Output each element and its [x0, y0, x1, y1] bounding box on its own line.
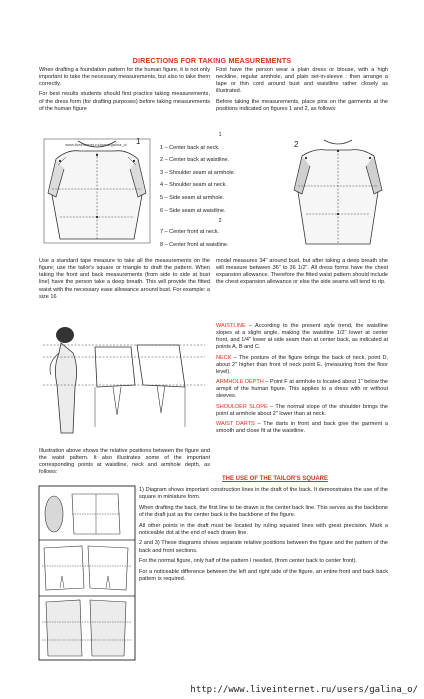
- note-heading: WAIST DARTS: [216, 420, 255, 427]
- figure-1-number: 1: [218, 132, 222, 138]
- intro-left-column: [39, 67, 210, 116]
- page-title: DIRECTIONS FOR TAKING MEASUREMENTS: [132, 56, 292, 65]
- list-item: 1 – Center back at neck.: [160, 144, 220, 151]
- intro-right-paragraph: First have the person wear a plain dress or blouse, with a high neckline, regular armhole, and plain set-in-sleeve : then arrange a tape or thin cord around bust and waistline rather closely as illustrated.: [216, 67, 388, 95]
- note-heading: ARMHOLE DEPTH: [216, 379, 264, 386]
- square-instructions: [139, 487, 388, 587]
- figure-1-front-form: [38, 135, 156, 250]
- note-text: – The posture of the figure brings the back of neck, point D, about 2" higher than front of neck point E. (measuring from the floor level).: [216, 354, 388, 375]
- note-waistline: [216, 323, 388, 352]
- list-item: 5 – Side seam at armhole.: [160, 194, 225, 201]
- note-text: – Point F at armhole is located about 1" below the armpit of the human figure. This applies to a dress with or without sleeves.: [216, 379, 388, 400]
- figure-watermark: www.liveinternet.ru/users/galina_o/: [65, 142, 127, 147]
- square-paragraph: For the normal figure, only half of the pattern I needed, (from center back to center front).: [139, 558, 357, 565]
- note-text: – The darts in front and back give the garment a smooth and close fit at the waistline.: [216, 420, 388, 435]
- note-text: – The normal slope of the shoulder brings the point at armhole about 2" lower than at neck.: [216, 403, 388, 417]
- note-neck: [216, 355, 388, 376]
- note-armhole-depth: [216, 379, 388, 400]
- intro-right-paragraph: Before taking the measurements, place pins on the garments at the positions indicated on figures 1 and 2, as follows:: [216, 98, 388, 112]
- note-heading: NECK: [216, 354, 232, 361]
- list-item: 4 – Shoulder seam at neck.: [160, 182, 227, 189]
- intro-left-paragraph: When drafting a foundation pattern for the human figure, it is not only important to take the necessary measurements, but also to take them correctly.: [39, 67, 210, 88]
- square-paragraph: For a noticeable difference between the left and right side of the figure, an entire front and back back pattern is required.: [139, 568, 388, 583]
- figure-2-back-form: [288, 136, 388, 248]
- chest-expansion-paragraph: model measures 34" around bust, but after taking a deep breath she will measure between 36" to 36 1/2". All dress forms have the chest expansion allowance. Therefore the fitted waist pattern should include the chest expansion allowance or else the side seams will tend to rip.: [216, 258, 388, 286]
- intro-left-paragraph: For best results students should first practice taking measurements, of the dress form (for drafting purposes) before taking measurements of the human figure: [39, 91, 210, 112]
- note-shoulder-slope: [216, 404, 388, 418]
- note-heading: SHOULDER SLOPE: [216, 403, 268, 410]
- square-section-header: THE USE OF THE TAILOR'S SQUARE: [222, 476, 328, 482]
- square-paragraph: When drafting the back, the first line to be drawn is the center back line. This serves as the backbone of the draft just as the center back is the backbone of the figure.: [139, 504, 388, 518]
- list-item: 6 – Side seam at waistline.: [160, 207, 226, 214]
- measurement-notes: [216, 323, 388, 438]
- figure-1-label: 1: [136, 137, 141, 146]
- square-paragraph: All other points in the draft must be located by ruling squared lines with great precision. Mark a noticeable dot at the end of each drawn line.: [139, 522, 388, 536]
- square-paragraph: 2 and 3) These diagrams shows separate relative positions between the figure and the pattern of the back and front sections.: [139, 540, 388, 554]
- note-heading: WAISTLINE: [216, 323, 246, 329]
- tape-measure-paragraph: Use a standard tape measure to take all the measurements on the figure; use the tailor's square or triangle to draft the pattern. When taking the front and back measurements (from side to side at bust line) have the person take a deep breath. This will provide the fitted waist with the necessary ease allowance around bust. For example: a size 16: [39, 258, 210, 300]
- figure-2-label: 2: [294, 140, 299, 149]
- list-item: 3 – Shoulder seam at armhole.: [160, 169, 236, 176]
- list-item: 8 – Center front at waistline.: [160, 241, 229, 248]
- figure-side-view-pattern: [39, 323, 209, 439]
- footer-url[interactable]: http://www.liveinternet.ru/users/galina_o/: [190, 685, 418, 695]
- tailors-square-diagrams: [38, 484, 136, 662]
- note-waist-darts: [216, 421, 388, 435]
- list-item: 2 – Center back at waistline.: [160, 157, 230, 164]
- square-paragraph: 1) Diagram shows important construction lines in the draft of the back. It demonstrates the use of the square in miniature form.: [139, 487, 388, 501]
- intro-right-column: [216, 67, 388, 116]
- measurement-list: [160, 129, 280, 251]
- figure-2-number: 2: [218, 218, 222, 225]
- list-item: 7 – Center front at neck.: [160, 229, 220, 236]
- illustration-paragraph: Illustration above shows the relative positions between the figure and the waist pattern. It also illustrates some of the important corresponding points at waistline, neck and armhole depth, as follows:: [39, 448, 210, 476]
- note-text: – According to the present style trend, the waistline slopes at a slight angle, making the waistline 1/2" lower at center front, and 1/4" lower at side seam than at center back, as indicated at points A, B and C.: [216, 323, 388, 351]
